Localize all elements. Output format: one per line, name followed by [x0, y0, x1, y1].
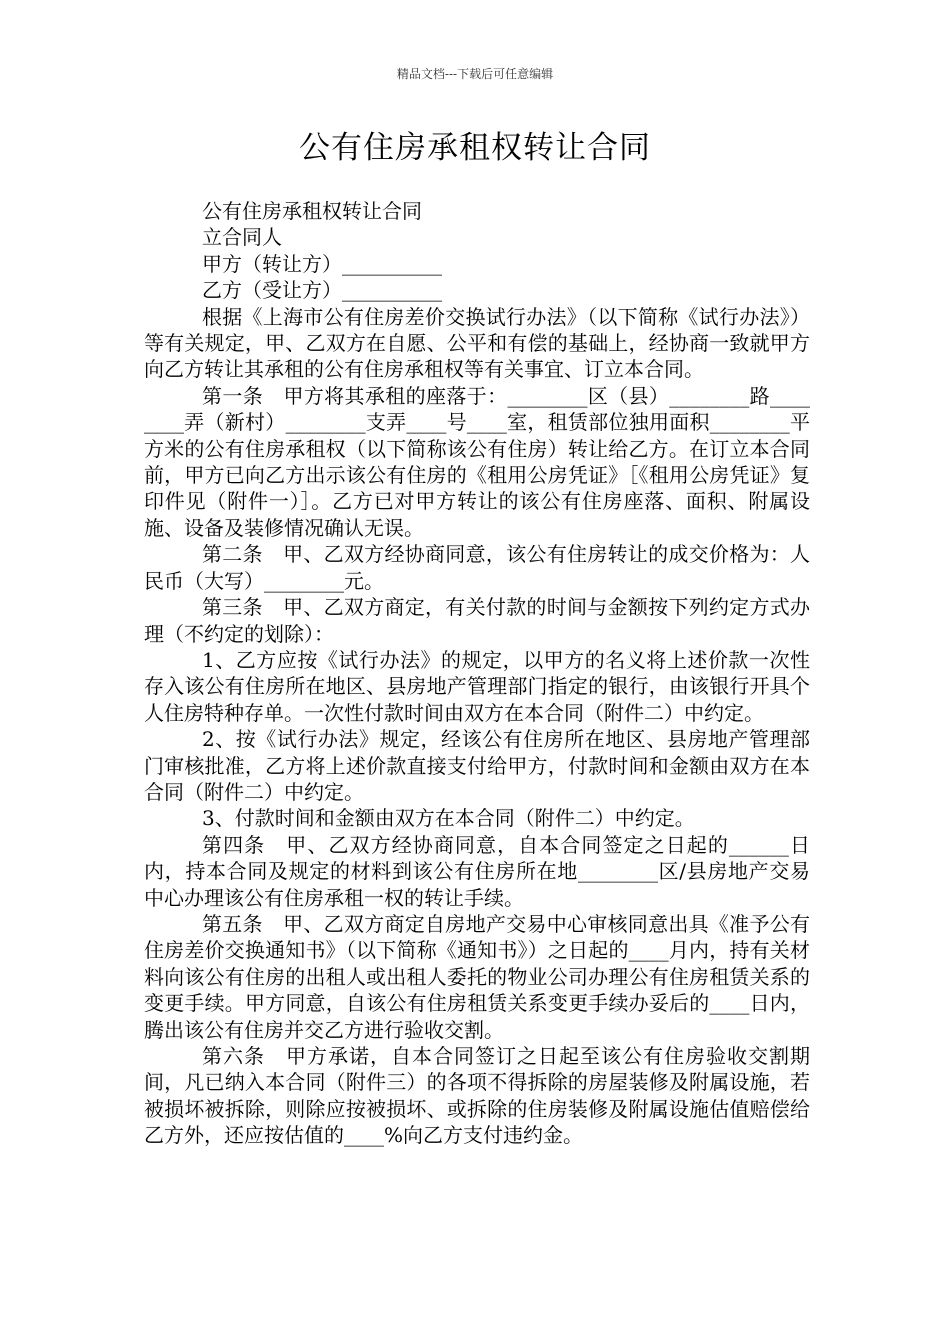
- paragraph-article-2: 第二条 甲、乙双方经协商同意，该公有住房转让的成交价格为：人民币（大写）________元。: [144, 542, 810, 593]
- paragraph-subtitle: 公有住房承租权转让合同: [202, 199, 422, 223]
- paragraph-article-3: 第三条 甲、乙双方商定，有关付款的时间与金额按下列约定方式办理（不约定的划除）：: [144, 595, 810, 646]
- header-note: 精品文档---下载后可任意编辑: [396, 67, 554, 81]
- document-body: [144, 198, 810, 1149]
- document-title: 公有住房承租权转让合同: [299, 130, 651, 166]
- paragraph-article-1: 第一条 甲方将其承租的座落于：________区（县）________路________弄（新村）________支弄____号____室，租赁部位独用面积________平方米的公有住房承租权（以下简称该公有住房）转让给乙方。在订立本合同前，甲方已向乙方出示该公有住房的《租用公房凭证》［《租用公房凭证》复印件见（附件一）］。乙方已对甲方转让的该公有住房座落、面积、附属设施、设备及装修情况确认无误。: [144, 383, 810, 540]
- paragraph-preamble: 根据《上海市公有住房差价交换试行办法》（以下简称《试行办法》）等有关规定，甲、乙双方在自愿、公平和有偿的基础上，经协商一致就甲方向乙方转让其承租的公有住房承租权等有关事宜、订立本合同。: [144, 304, 810, 382]
- paragraph-parties-heading: 立合同人: [202, 225, 282, 250]
- paragraph-article-6: 第六条 甲方承诺，自本合同签订之日起至该公有住房验收交割期间，凡已纳入本合同（附件三）的各项不得拆除的房屋装修及附属设施，若被损坏被拆除，则除应按被损坏、或拆除的住房装修及附属设施估值赔偿给乙方外，还应按估值的____%向乙方支付违约金。: [144, 1044, 810, 1148]
- paragraph-party-a: 甲方（转让方）__________: [202, 251, 442, 276]
- paragraph-article-5: 第五条 甲、乙双方商定自房地产交易中心审核同意出具《准予公有住房差价交换通知书》（以下简称《通知书》）之日起的____月内，持有关材料向该公有住房的出租人或出租人委托的物业公司办理公有住房租赁关系的变更手续。甲方同意，自该公有住房租赁关系变更手续办妥后的____日内，腾出该公有住房并交乙方进行验收交割。: [144, 911, 810, 1042]
- paragraph-article-3-item-2: 2、按《试行办法》规定，经该公有住房所在地区、县房地产管理部门审核批准，乙方将上述价款直接支付给甲方，付款时间和金额由双方在本合同（附件二）中约定。: [144, 727, 810, 804]
- paragraph-article-3-item-1: 1、乙方应按《试行办法》的规定，以甲方的名义将上述价款一次性存入该公有住房所在地区、县房地产管理部门指定的银行，由该银行开具个人住房特种存单。一次性付款时间由双方在本合同（附件二）中约定。: [144, 647, 810, 725]
- paragraph-party-b: 乙方（受让方）__________: [202, 278, 442, 303]
- paragraph-article-4: 第四条 甲、乙双方经协商同意，自本合同签定之日起的______日内，持本合同及规定的材料到该公有住房所在地________区/县房地产交易中心办理该公有住房承租一权的转让手续。: [144, 832, 810, 910]
- paragraph-article-3-item-3: 3、付款时间和金额由双方在本合同（附件二）中约定。: [202, 806, 695, 831]
